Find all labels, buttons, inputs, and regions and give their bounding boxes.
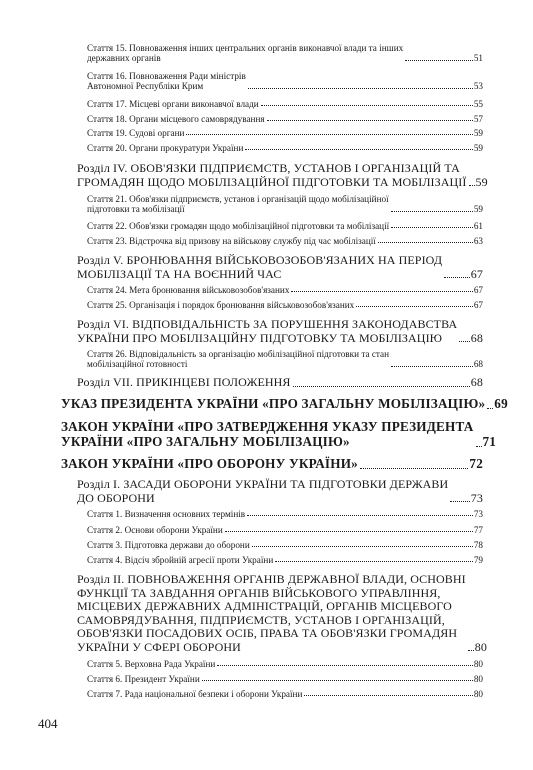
entry-text: ЗАКОН УКРАЇНИ «ПРО ЗАТВЕРДЖЕННЯ УКАЗУ ПРЕЗИДЕНТА xyxy=(61,419,474,434)
toc-entry-defense-article-2[interactable] xyxy=(87,525,483,535)
entry-page-number: 80 xyxy=(473,659,483,669)
entry-page-number: 59 xyxy=(475,174,488,189)
entry-text: Стаття 6. Президент України xyxy=(87,674,200,684)
entry-text: Розділ ІІ. ПОВНОВАЖЕННЯ ОРГАНІВ ДЕРЖАВНОЇ ВЛАДИ, ОСНОВНІ xyxy=(77,572,466,586)
entry-text: ОБОВ'ЯЗКИ ПОСАДОВИХ ОСІБ, ПРАВА ТА ОБОВ'ЯЗКИ ГРОМАДЯН xyxy=(77,626,458,641)
dot-leader xyxy=(360,468,468,469)
entry-text: ЗАКОН УКРАЇНИ «ПРО ОБОРОНУ УКРАЇНИ» xyxy=(61,456,358,471)
entry-page-number: 67 xyxy=(473,285,483,295)
entry-text: Стаття 1. Визначення основних термінів xyxy=(87,509,246,519)
toc-entry-section-5[interactable] xyxy=(77,254,483,281)
entry-text: УКРАЇНИ У СФЕРІ ОБОРОНИ xyxy=(77,639,241,654)
toc-entry-defense-article-6[interactable] xyxy=(87,674,483,684)
entry-text: Стаття 15. Повноваження інших центральних органів виконавчої влади та інших xyxy=(87,43,404,53)
dot-leader xyxy=(459,341,470,342)
entry-page-number: 67 xyxy=(473,300,483,310)
dot-leader xyxy=(356,306,473,307)
toc-entry-article-20[interactable] xyxy=(87,143,483,153)
dot-leader xyxy=(476,446,482,447)
entry-text: Стаття 26. Відповідальність за організацію мобілізаційної підготовки та стан xyxy=(87,349,390,359)
toc-entry-defense-article-5[interactable] xyxy=(87,659,483,669)
dot-leader xyxy=(225,531,473,532)
toc-entry-article-26[interactable] xyxy=(87,349,483,370)
dot-leader xyxy=(267,120,473,121)
dot-leader xyxy=(405,60,473,61)
dot-leader xyxy=(261,105,473,106)
toc-entry-article-25[interactable] xyxy=(87,300,483,310)
entry-text: державних органів xyxy=(87,53,161,64)
dot-leader xyxy=(247,515,473,516)
entry-text: УКРАЇНИ ПРО МОБІЛІЗАЦІЙНУ ПІДГОТОВКУ ТА МОБІЛІЗАЦІЮ xyxy=(77,330,443,345)
dot-leader xyxy=(468,650,474,651)
entry-text: Стаття 23. Відстрочка від призову на військову службу під час мобілізації xyxy=(87,236,376,246)
toc-entry-defense-article-7[interactable] xyxy=(87,689,483,699)
entry-page-number: 55 xyxy=(473,99,483,109)
entry-page-number: 77 xyxy=(473,525,483,535)
entry-page-number: 68 xyxy=(470,330,483,345)
dot-leader xyxy=(275,561,473,562)
entry-page-number: 80 xyxy=(473,689,483,699)
toc-entry-article-23[interactable] xyxy=(87,236,483,246)
entry-page-number: 59 xyxy=(473,128,483,138)
entry-text: Стаття 5. Верховна Рада України xyxy=(87,659,216,669)
entry-text: МОБІЛІЗАЦІЇ ТА НА ВОЄННИЙ ЧАС xyxy=(77,266,282,281)
entry-page-number: 53 xyxy=(473,81,483,92)
entry-text: Стаття 17. Місцеві органи виконавчої влади xyxy=(87,99,259,109)
toc-entry-article-19[interactable] xyxy=(87,128,483,138)
entry-text: Розділ VII. ПРИКІНЦЕВІ ПОЛОЖЕННЯ xyxy=(77,375,291,389)
toc-entry-article-18[interactable] xyxy=(87,114,483,124)
entry-text: Розділ VI. ВІДПОВІДАЛЬНІСТЬ ЗА ПОРУШЕННЯ ЗАКОНОДАВСТВА xyxy=(77,317,458,331)
entry-page-number: 68 xyxy=(470,375,483,389)
dot-leader xyxy=(469,185,475,186)
entry-text: Стаття 22. Обов'язки громадян щодо мобілізаційної підготовки та мобілізації xyxy=(87,221,390,231)
entry-page-number: 67 xyxy=(470,266,483,281)
dot-leader xyxy=(252,546,473,547)
dot-leader xyxy=(391,211,473,212)
entry-text: Розділ IV. ОБОВ'ЯЗКИ ПІДПРИЄМСТВ, УСТАНОВ І ОРГАНІЗАЦІЙ ТА xyxy=(77,161,460,175)
dot-leader xyxy=(202,680,473,681)
entry-text: МІСЦЕВИХ ДЕРЖАВНИХ АДМІНІСТРАЦІЙ, ОРГАНІВ МІСЦЕВОГО xyxy=(77,599,452,614)
entry-text: ГРОМАДЯН ЩОДО МОБІЛІЗАЦІЙНОЇ ПІДГОТОВКИ ТА МОБІЛІЗАЦІЇ xyxy=(77,174,467,189)
entry-text: Автономної Республіки Крим xyxy=(87,81,204,92)
dot-leader xyxy=(291,291,472,292)
entry-page-number: 57 xyxy=(473,114,483,124)
entry-text: Стаття 2. Основи оборони України xyxy=(87,525,223,535)
entry-page-number: 61 xyxy=(473,221,483,231)
entry-text: Стаття 21. Обов'язки підприємств, установ і організацій щодо мобілізаційної xyxy=(87,194,389,204)
entry-page-number: 78 xyxy=(473,540,483,550)
entry-page-number: 51 xyxy=(473,53,483,64)
entry-text: Стаття 18. Органи місцевого самоврядування xyxy=(87,114,265,124)
dot-leader xyxy=(487,408,493,409)
dot-leader xyxy=(248,88,473,89)
toc-entry-decree-mobilization[interactable] xyxy=(61,396,508,412)
toc-entry-article-17[interactable] xyxy=(87,99,483,109)
entry-text: Стаття 7. Рада національної безпеки і оборони України xyxy=(87,689,303,699)
dot-leader xyxy=(186,134,472,135)
entry-page-number: 71 xyxy=(482,433,497,449)
dot-leader xyxy=(245,149,472,150)
entry-text: Стаття 4. Відсіч збройній агресії проти України xyxy=(87,555,274,565)
entry-text: Стаття 20. Органи прокуратури України xyxy=(87,143,244,153)
toc-entry-defense-article-3[interactable] xyxy=(87,540,483,550)
dot-leader xyxy=(450,501,470,502)
dot-leader xyxy=(444,277,470,278)
entry-page-number: 59 xyxy=(473,143,483,153)
entry-page-number: 73 xyxy=(470,490,483,505)
toc-entry-law-decree-approval[interactable] xyxy=(61,419,497,450)
entry-page-number: 59 xyxy=(473,204,483,215)
toc-entry-article-15[interactable] xyxy=(87,43,483,64)
entry-page-number: 72 xyxy=(469,456,483,471)
entry-text: САМОВРЯДУВАННЯ, ПІДПРИЄМСТВ, УСТАНОВ І ОРГАНІЗАЦІЙ, xyxy=(77,612,445,627)
page-number: 404 xyxy=(38,716,58,731)
entry-text: підготовки та мобілізації xyxy=(87,204,185,215)
entry-page-number: 63 xyxy=(473,236,483,246)
entry-page-number: 69 xyxy=(494,396,508,411)
entry-text: ДО ОБОРОНИ xyxy=(77,490,155,505)
toc-entry-defense-article-1[interactable] xyxy=(87,509,483,519)
toc-entry-section-4[interactable] xyxy=(77,161,488,189)
toc-entry-defense-section-1[interactable] xyxy=(77,478,483,505)
dot-leader xyxy=(304,695,472,696)
entry-page-number: 68 xyxy=(473,359,483,370)
toc-entry-section-7[interactable] xyxy=(77,376,483,390)
toc-entry-article-22[interactable] xyxy=(87,221,483,231)
toc-entry-article-16[interactable] xyxy=(87,71,483,92)
entry-text: Розділ V. БРОНЮВАННЯ ВІЙСЬКОВОЗОБОВ'ЯЗАНИХ НА ПЕРІОД xyxy=(77,253,443,267)
entry-page-number: 80 xyxy=(474,639,487,654)
entry-text: Стаття 16. Повноваження Ради міністрів xyxy=(87,71,246,81)
entry-text: Стаття 25. Організація і порядок бронювання військовозобов'язаних xyxy=(87,300,355,310)
dot-leader xyxy=(391,227,473,228)
entry-text: УКРАЇНИ «ПРО ЗАГАЛЬНУ МОБІЛІЗАЦІЮ» xyxy=(61,433,350,449)
entry-text: УКАЗ ПРЕЗИДЕНТА УКРАЇНИ «ПРО ЗАГАЛЬНУ МОБІЛІЗАЦІЮ» xyxy=(61,396,486,411)
dot-leader xyxy=(378,242,473,243)
entry-page-number: 79 xyxy=(473,555,483,565)
toc-entry-article-21[interactable] xyxy=(87,194,483,215)
entry-page-number: 80 xyxy=(473,674,483,684)
entry-text: Розділ І. ЗАСАДИ ОБОРОНИ УКРАЇНИ ТА ПІДГОТОВКИ ДЕРЖАВИ xyxy=(77,477,449,491)
dot-leader xyxy=(217,665,472,666)
dot-leader xyxy=(293,386,470,387)
dot-leader xyxy=(391,366,473,367)
entry-text: ФУНКЦІЇ ТА ЗАВДАННЯ ОРГАНІВ ВІЙСЬКОВОГО УПРАВЛІННЯ, xyxy=(77,585,441,600)
toc-entry-section-6[interactable] xyxy=(77,318,483,345)
toc-entry-defense-article-4[interactable] xyxy=(87,555,483,565)
toc-entry-law-defense[interactable] xyxy=(61,457,483,472)
entry-text: мобілізаційної готовності xyxy=(87,359,188,370)
toc-entry-article-24[interactable] xyxy=(87,285,483,295)
entry-text: Стаття 19. Судові органи xyxy=(87,128,185,138)
entry-text: Стаття 3. Підготовка держави до оборони xyxy=(87,540,250,550)
entry-page-number: 73 xyxy=(473,509,483,519)
entry-text: Стаття 24. Мета бронювання військовозобов'язаних xyxy=(87,285,290,295)
toc-entry-defense-section-2[interactable] xyxy=(77,572,487,654)
